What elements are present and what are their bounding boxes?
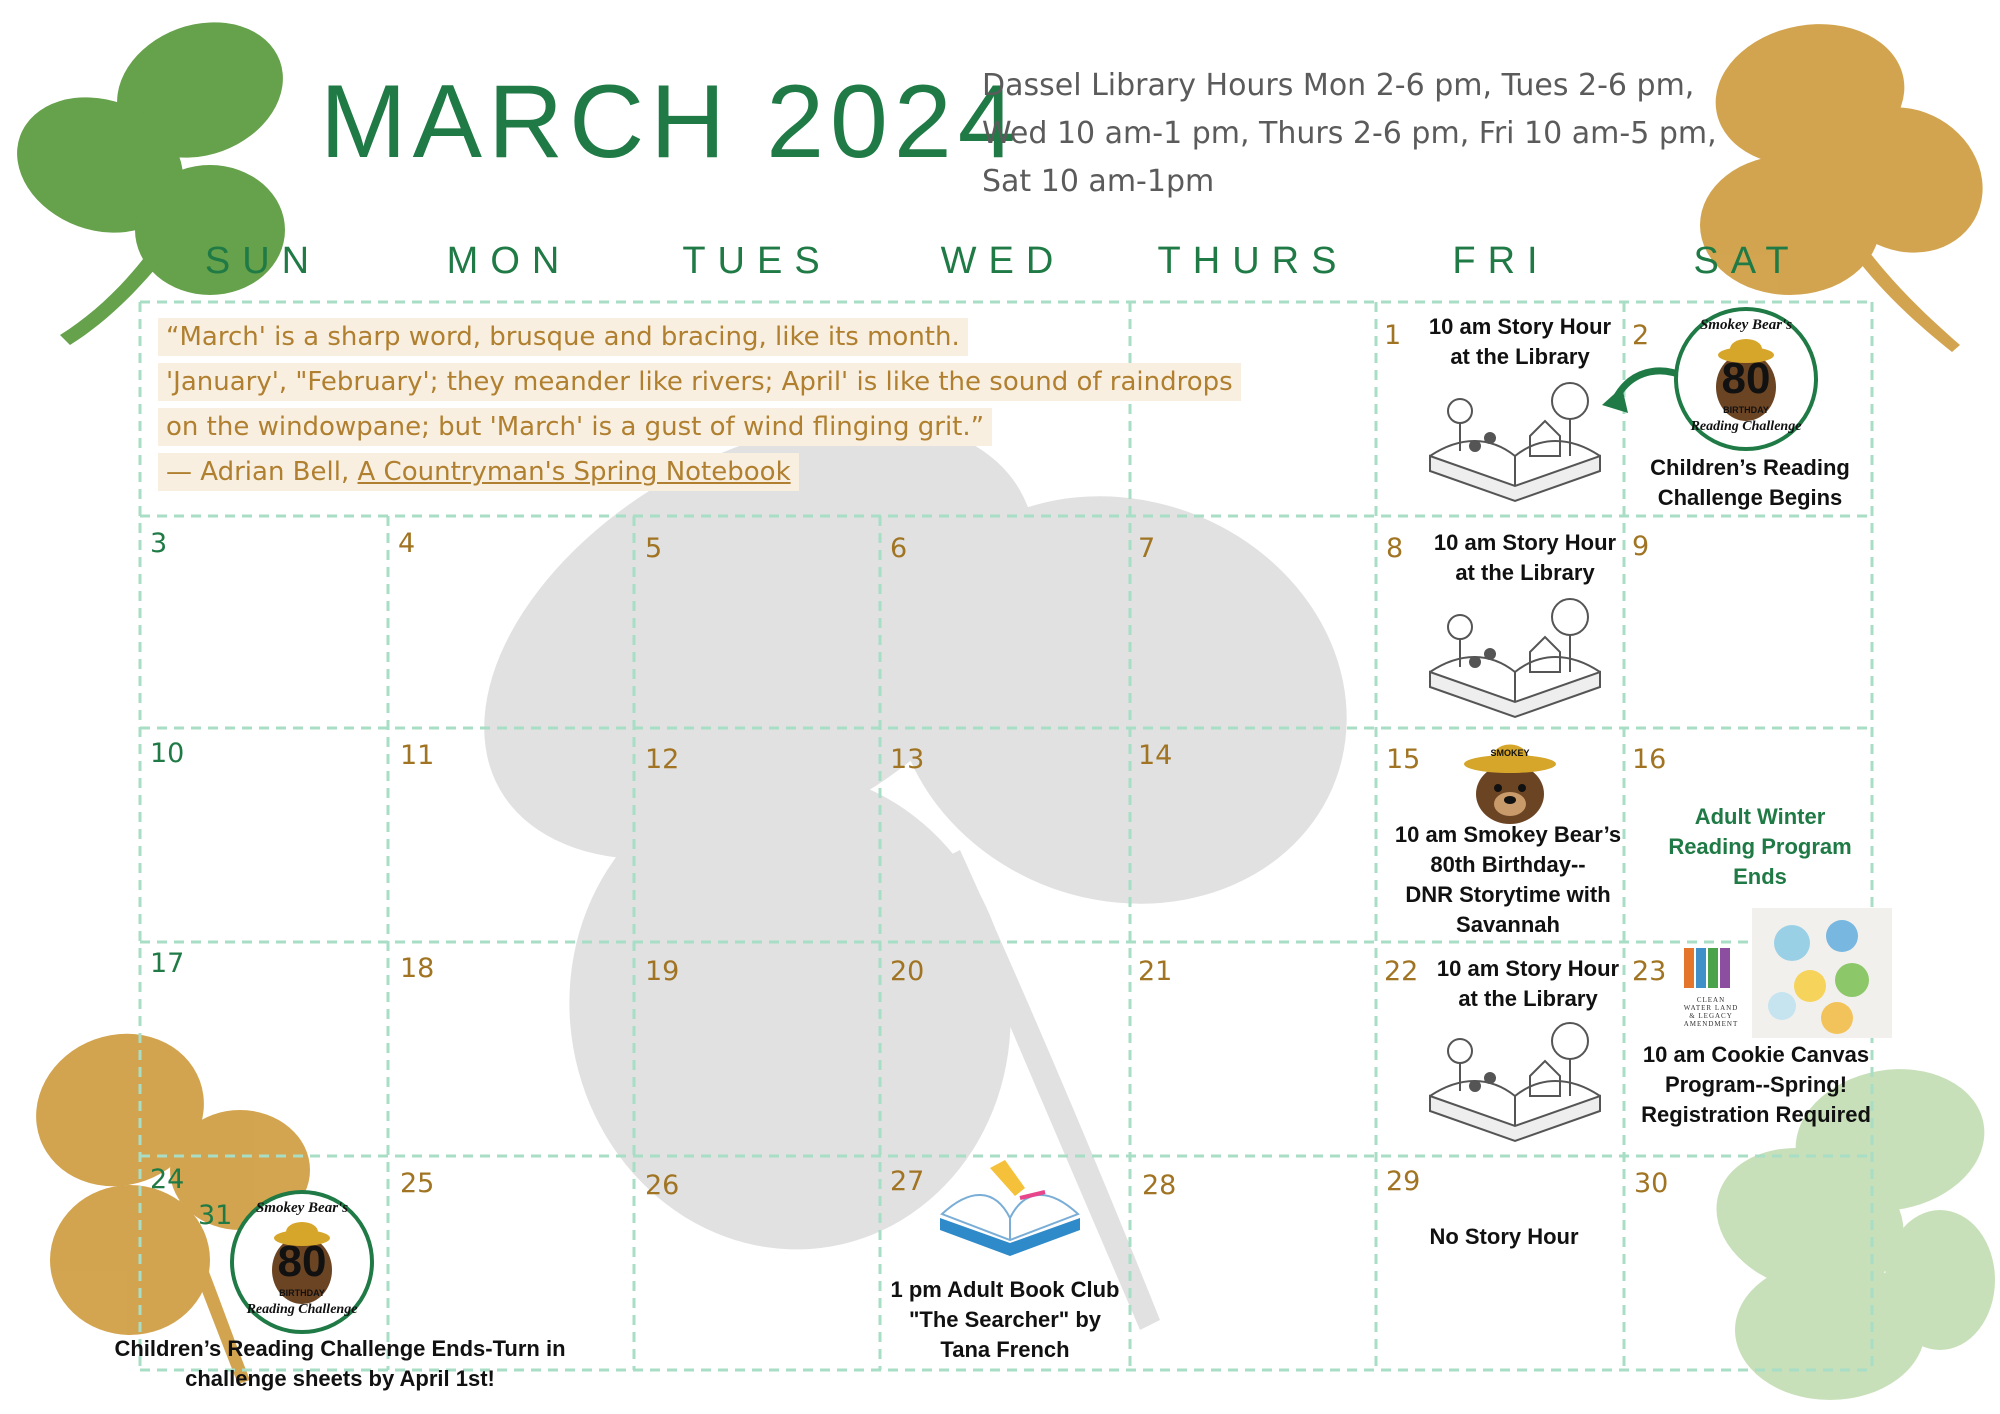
date-12: 12	[645, 744, 680, 775]
date-9: 9	[1632, 531, 1650, 562]
event-reading-challenge-begins	[1630, 453, 1870, 513]
book-title: A Countryman's Spring Notebook	[357, 457, 791, 487]
event-story-hour-1	[1405, 312, 1635, 372]
badge-number: 80	[1721, 354, 1771, 403]
page-title: MARCH 2024	[320, 64, 1022, 180]
quote-line: “March' is a sharp word, brusque and bracing, like its month.	[158, 318, 968, 356]
event-line: 1 pm Adult Book Club	[890, 1277, 1120, 1302]
event-cookie-canvas	[1626, 1040, 1886, 1130]
event-line: at the Library	[1455, 560, 1595, 585]
event-story-hour-22	[1412, 954, 1644, 1014]
hours-line: Dassel Library Hours Mon 2-6 pm, Tues 2-6 pm,	[982, 68, 1695, 103]
event-line: Reading Program	[1668, 834, 1852, 859]
date-8: 8	[1386, 533, 1404, 564]
day-header-sat: SAT	[1693, 240, 1801, 282]
date-4: 4	[398, 528, 416, 559]
date-15: 15	[1386, 744, 1421, 775]
event-adult-book-club	[880, 1275, 1130, 1365]
date-30: 30	[1634, 1168, 1669, 1199]
date-21: 21	[1138, 956, 1173, 987]
badge-sub: BIRTHDAY	[279, 1288, 325, 1298]
event-line: 10 am Story Hour	[1428, 314, 1612, 339]
date-11: 11	[400, 740, 435, 771]
hours-line: Wed 10 am-1 pm, Thurs 2-6 pm, Fri 10 am-5 pm,	[982, 116, 1717, 151]
date-1: 1	[1384, 320, 1402, 351]
event-line: Registration Required	[1641, 1102, 1871, 1127]
event-line: Children’s Reading Challenge Ends-Turn in	[114, 1336, 566, 1361]
date-20: 20	[890, 956, 925, 987]
event-line: 10 am Story Hour	[1436, 956, 1620, 981]
date-13: 13	[890, 744, 925, 775]
day-header-thurs: THURS	[1157, 240, 1349, 282]
smokey-80th-badge-end	[228, 1188, 376, 1336]
event-story-hour-8	[1410, 528, 1640, 588]
event-line: Program--Spring!	[1664, 1072, 1848, 1097]
event-line: at the Library	[1450, 344, 1590, 369]
open-book-sketch-icon	[1420, 592, 1610, 722]
date-3: 3	[150, 528, 168, 559]
badge-top-text: Smokey Bear's	[255, 1200, 349, 1216]
cookies-icon	[1752, 908, 1892, 1038]
quote-attribution	[158, 453, 799, 491]
date-6: 6	[890, 533, 908, 564]
quote-line: on the windowpane; but 'March' is a gust of wind flinging grit.”	[158, 408, 992, 446]
date-23: 23	[1632, 956, 1667, 987]
date-19: 19	[645, 956, 680, 987]
badge-bottom-text: Reading Challenge	[246, 1302, 358, 1317]
event-no-story-hour: No Story Hour	[1429, 1224, 1579, 1249]
badge-top-text: Smokey Bear's	[1699, 317, 1793, 333]
date-10: 10	[150, 738, 185, 769]
badge-bottom-text: Reading Challenge	[1690, 419, 1802, 434]
open-book-sketch-icon	[1420, 1016, 1610, 1146]
open-book-color-icon	[930, 1148, 1090, 1268]
event-line: Adult Winter	[1694, 804, 1826, 829]
day-header-wed: WED	[940, 240, 1066, 282]
open-book-sketch-icon	[1420, 376, 1610, 506]
date-18: 18	[400, 953, 435, 984]
hours-line: Sat 10 am-1pm	[982, 164, 1215, 199]
smokey-bear-face-icon	[1460, 728, 1560, 828]
date-25: 25	[400, 1168, 435, 1199]
event-line: Children’s Reading	[1650, 455, 1850, 480]
date-16: 16	[1632, 744, 1667, 775]
date-31: 31	[198, 1200, 233, 1231]
clean-water-logo-icon	[1682, 944, 1740, 992]
event-line: Challenge Begins	[1657, 485, 1843, 510]
date-14: 14	[1138, 740, 1173, 771]
date-2: 2	[1632, 320, 1650, 351]
event-line: 10 am Story Hour	[1433, 530, 1617, 555]
date-7: 7	[1138, 533, 1156, 564]
smokey-80th-badge	[1672, 305, 1820, 453]
day-header-sun: SUN	[204, 240, 322, 282]
date-28: 28	[1142, 1170, 1177, 1201]
day-header-mon: MON	[446, 240, 572, 282]
quote-block	[158, 315, 1348, 495]
date-5: 5	[645, 533, 663, 564]
event-line: "The Searcher" by	[908, 1307, 1102, 1332]
date-27: 27	[890, 1166, 925, 1197]
event-line: Savannah	[1456, 912, 1560, 937]
day-header-tues: TUES	[682, 240, 832, 282]
event-line: challenge sheets by April 1st!	[185, 1366, 495, 1391]
clean-water-text: CLEAN WATER LAND & LEGACY AMENDMENT	[1683, 996, 1739, 1028]
clean-water-logo	[1682, 944, 1740, 1026]
day-header-fri: FRI	[1452, 240, 1550, 282]
date-26: 26	[645, 1170, 680, 1201]
date-29: 29	[1386, 1166, 1421, 1197]
event-line: 80th Birthday--	[1430, 852, 1586, 877]
event-line: at the Library	[1458, 986, 1598, 1011]
event-line: 10 am Smokey Bear’s	[1394, 822, 1622, 847]
date-22: 22	[1384, 956, 1419, 987]
hat-label: SMOKEY	[1490, 748, 1530, 758]
attribution-prefix: — Adrian Bell,	[166, 457, 358, 487]
event-line: Tana French	[940, 1337, 1070, 1362]
quote-line: 'January', "February'; they meander like rivers; April' is like the sound of raindrops	[158, 363, 1241, 401]
date-17: 17	[150, 948, 185, 979]
event-line: 10 am Cookie Canvas	[1642, 1042, 1870, 1067]
event-line: Ends	[1733, 864, 1787, 889]
event-reading-challenge-ends	[80, 1334, 600, 1394]
badge-number: 80	[277, 1237, 327, 1286]
event-adult-winter-reading-ends	[1640, 802, 1880, 892]
badge-sub: BIRTHDAY	[1723, 405, 1769, 415]
event-smokey-storytime	[1384, 820, 1632, 940]
cookies-photo	[1752, 908, 1892, 1038]
date-24: 24	[150, 1164, 185, 1195]
event-line: DNR Storytime with	[1405, 882, 1611, 907]
